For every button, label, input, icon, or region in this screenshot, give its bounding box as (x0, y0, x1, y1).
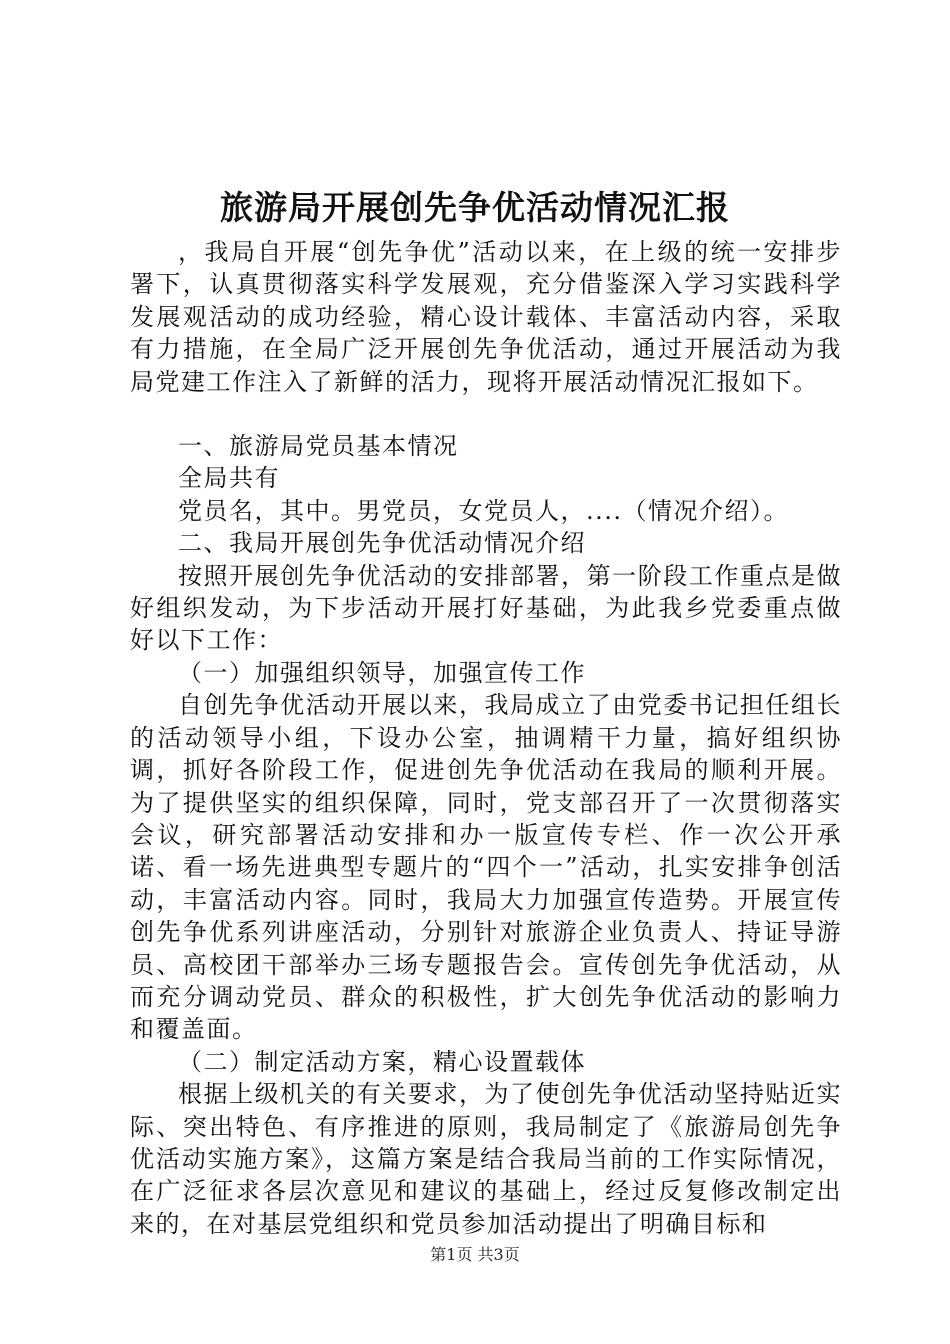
member-count-line: 全局共有 (178, 464, 280, 493)
intro-paragraph: ，我局自开展“创先争优”活动以来，在上级的统一安排步署下，认真贯彻落实科学发展观，充分借鉴深入学习实践科学发展观活动的成功经验，精心设计载体、丰富活动内容，采取有力措施，在全局广泛开展创先争优活动，通过开展活动为我局党建工作注入了新鲜的活力，现将开展活动情况汇报如下。 (130, 238, 842, 396)
arrangement-paragraph: 按照开展创先争优活动的安排部署，第一阶段工作重点是做好组织发动，为下步活动开展打好基础，为此我乡党委重点做好以下工作： (130, 561, 842, 655)
section-heading-1: 一、旅游局党员基本情况 (178, 432, 459, 461)
document-title: 旅游局开展创先争优活动情况汇报 (220, 188, 730, 227)
page-footer: 第1页 共3页 (430, 1245, 520, 1264)
section-heading-2: 二、我局开展创先争优活动情况介绍 (178, 529, 586, 558)
paragraph-spacer (130, 398, 842, 430)
subheading-1: （一）加强组织领导，加强宣传工作 (178, 658, 586, 687)
leadership-paragraph: 自创先争优活动开展以来，我局成立了由党委书记担任组长的活动领导小组，下设办公室，抽调精干力量，搞好组织协调，抓好各阶段工作，促进创先争优活动在我局的顺利开展。为了提供坚实的组织保障，同时，党支部召开了一次贯彻落实会议，研究部署活动安排和办一版宣传专栏、作一次公开承诺、看一场先进典型专题片的“四个一”活动，扎实安排争创活动，丰富活动内容。同时，我局大力加强宣传造势。开展宣传创先争优系列讲座活动，分别针对旅游企业负责人、持证导游员、高校团干部举办三场专题报告会。宣传创先争优活动，从而充分调动党员、群众的积极性，扩大创先争优活动的影响力和覆盖面。 (130, 691, 842, 1044)
plan-paragraph: 根据上级机关的有关要求，为了使创先争优活动坚持贴近实际、突出特色、有序推进的原则，我局制定了《旅游局创先争优活动实施方案》，这篇方案是结合我局当前的工作实际情况，在广泛征求各层次意见和建议的基础上，经过反复修改制定出来的，在对基层党组织和党员参加活动提出了明确目标和 (130, 1080, 842, 1238)
subheading-2: （二）制定活动方案，精心设置载体 (178, 1047, 586, 1076)
document-body (130, 236, 842, 1240)
member-detail-line: 党员名，其中。男党员，女党员人，....（情况介绍）。 (178, 496, 790, 525)
